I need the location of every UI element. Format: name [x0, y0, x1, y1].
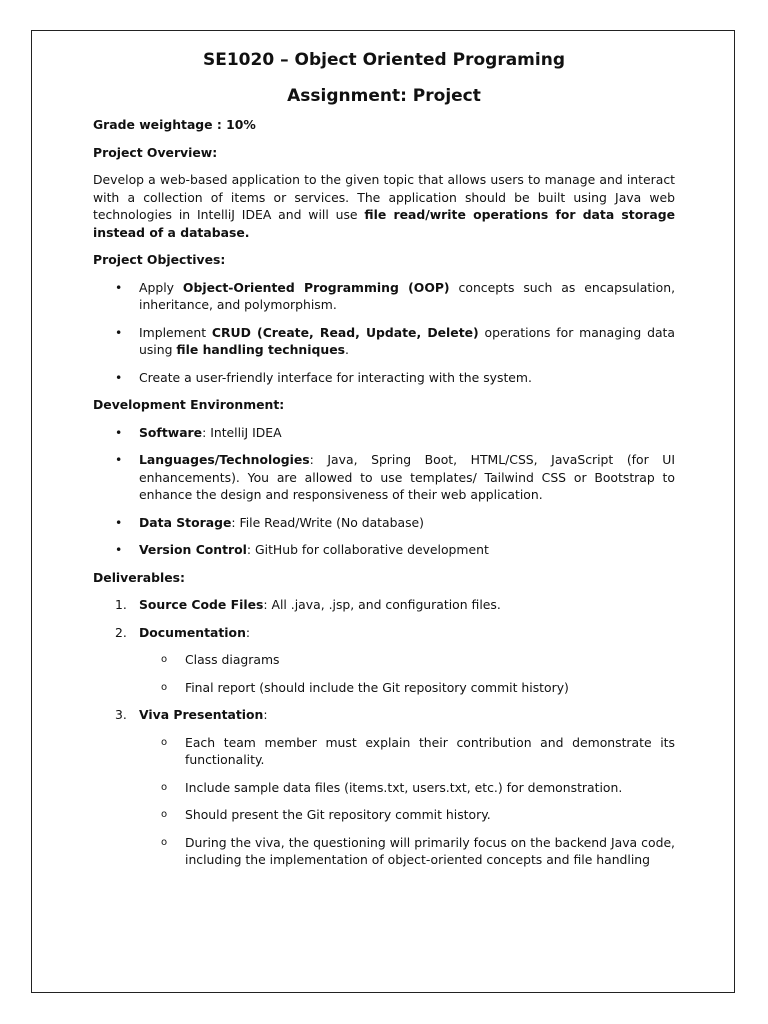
document-title: SE1020 – Object Oriented Programing — [202, 50, 565, 70]
list-item: • Languages/Technologies: Java, Spring Boot, HTML/CSS, JavaScript (for UI enhancements). You are allowed to use templates/ Tailwind CSS or Bootstrap to enhance the design and responsiveness of their web application. — [115, 452, 675, 502]
grade-weightage: Grade weightage : 10% — [93, 117, 256, 132]
sub-list-item: o Final report (should include the Git repository commit history) — [161, 679, 569, 695]
circle-bullet-icon: o — [161, 809, 168, 820]
overview-heading: Project Overview: — [93, 144, 218, 160]
circle-bullet-icon: o — [161, 781, 168, 793]
circle-bullet-icon: o — [161, 681, 168, 693]
list-item: • Apply Object-Oriented Programming (OOP) concepts such as encapsulation, inheritance, and polymorphism. — [115, 279, 676, 312]
environment-heading: Development Environment: — [93, 397, 285, 412]
bullet-icon: • — [115, 279, 123, 295]
list-item: • Implement CRUD (Create, Read, Update, Delete) operations for managing data using file handling techniques. — [115, 324, 675, 357]
document-subtitle: Assignment: Project — [287, 86, 481, 106]
bullet-icon: • — [115, 452, 123, 467]
overview-paragraph: Develop a web-based application to the given topic that allows users to manage and interact with a collection of items or services. The application should be built using Java web technologies in IntelliJ IDEA and will use file read/write operations for data storage instead of a database. — [93, 172, 675, 240]
list-item: 3. Viva Presentation: — [115, 707, 268, 722]
list-item: • Version Control: GitHub for collaborative development — [115, 542, 489, 557]
list-number: 2. — [115, 624, 127, 640]
list-number: 3. — [115, 707, 127, 722]
document-body — [93, 48, 675, 869]
list-item: • Create a user-friendly interface for interacting with the system. — [115, 369, 532, 385]
sub-list-item: o Class diagrams — [161, 652, 280, 667]
sub-list-item: o Should present the Git repository commit history. — [161, 807, 491, 822]
list-item: 2. Documentation: — [115, 624, 251, 640]
circle-bullet-icon: o — [161, 654, 168, 665]
sub-list-item: o During the viva, the questioning will primarily focus on the backend Java code, including the implementation of object-oriented concepts and file handling — [161, 834, 675, 867]
list-item: 1. Source Code Files: All .java, .jsp, and configuration files. — [115, 597, 501, 612]
bullet-icon: • — [115, 324, 123, 340]
bullet-icon: • — [115, 542, 123, 557]
sub-list-item: o Include sample data files (items.txt, users.txt, etc.) for demonstration. — [161, 779, 623, 795]
circle-bullet-icon: o — [161, 836, 168, 848]
list-number: 1. — [115, 597, 127, 612]
deliverables-heading: Deliverables: — [93, 569, 185, 585]
objectives-heading: Project Objectives: — [93, 252, 226, 267]
list-item: • Software: IntelliJ IDEA — [115, 424, 282, 440]
bullet-icon: • — [115, 514, 123, 530]
bullet-icon: • — [115, 369, 123, 385]
sub-list-item: o Each team member must explain their contribution and demonstrate its functionality. — [161, 734, 675, 767]
bullet-icon: • — [115, 424, 123, 440]
list-item: • Data Storage: File Read/Write (No database) — [115, 514, 425, 530]
circle-bullet-icon: o — [161, 736, 168, 748]
